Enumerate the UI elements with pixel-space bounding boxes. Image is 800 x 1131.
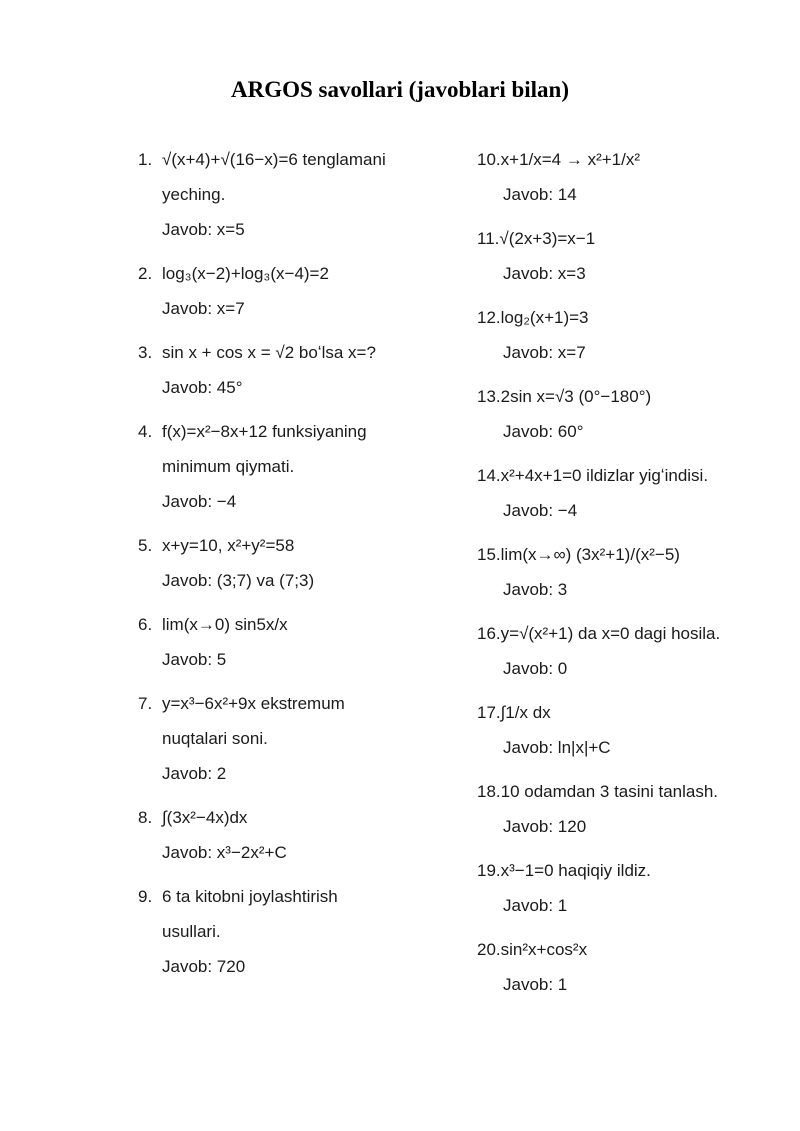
question-body	[162, 686, 345, 791]
question-item-4	[138, 414, 477, 519]
question-line	[477, 379, 797, 414]
question-text: x+y=10, x²+y²=58	[162, 536, 295, 555]
question-item-7	[138, 686, 477, 791]
question-number: 18.	[477, 782, 501, 801]
question-item-10	[477, 142, 797, 212]
question-line	[477, 142, 797, 177]
answer-text: Javob: ln|x|+C	[503, 738, 611, 757]
question-item-16	[477, 616, 797, 686]
question-line	[477, 300, 797, 335]
answer-text: Javob: 0	[503, 659, 568, 678]
question-text: usullari.	[162, 922, 221, 941]
question-text: 2sin x=√3 (0°−180°)	[500, 387, 652, 406]
question-item-1	[138, 142, 477, 247]
question-text: lim(x→∞) (3x²+1)/(x²−5)	[500, 545, 680, 564]
question-text: √(2x+3)=x−1	[499, 229, 596, 248]
question-text: minimum qiymati.	[162, 457, 295, 476]
question-number: 9.	[138, 887, 153, 906]
question-item-5	[138, 528, 477, 598]
question-item-13	[477, 379, 797, 449]
question-number: 13.	[477, 387, 501, 406]
question-number: 7.	[138, 694, 153, 713]
question-text: x³−1=0 haqiqiy ildiz.	[500, 861, 651, 880]
question-line	[477, 458, 797, 493]
document-title: ARGOS savollari (javoblari bilan)	[231, 77, 569, 102]
question-item-18	[477, 774, 797, 844]
question-item-6	[138, 607, 477, 677]
answer-text: Javob: 5	[162, 650, 227, 669]
question-text: sin x + cos x = √2 boʻlsa x=?	[162, 343, 376, 362]
question-body	[162, 256, 329, 326]
question-number: 3.	[138, 343, 153, 362]
question-body	[162, 528, 314, 598]
question-item-20	[477, 932, 797, 1002]
question-text: sin²x+cos²x	[500, 940, 588, 959]
question-number: 6.	[138, 615, 153, 634]
question-number: 1.	[138, 150, 153, 169]
question-item-9	[138, 879, 477, 984]
question-number: 16.	[477, 624, 501, 643]
question-body	[162, 142, 386, 247]
question-item-12	[477, 300, 797, 370]
answer-text: Javob: 45°	[162, 378, 243, 397]
question-line	[477, 221, 797, 256]
question-body	[162, 414, 367, 519]
answer-text: Javob: −4	[503, 501, 578, 520]
question-number: 15.	[477, 545, 501, 564]
question-text: ∫(3x²−4x)dx	[162, 808, 248, 827]
question-line	[477, 853, 797, 888]
question-number: 11.	[477, 229, 500, 248]
left-column	[138, 142, 477, 993]
question-item-2	[138, 256, 477, 326]
question-text: yeching.	[162, 185, 226, 204]
answer-text: Javob: 720	[162, 957, 246, 976]
question-text: √(x+4)+√(16−x)=6 tenglamani	[162, 150, 386, 169]
answer-text: Javob: 2	[162, 764, 227, 783]
answer-text: Javob: x=5	[162, 220, 245, 239]
right-column	[477, 142, 797, 1011]
question-item-11	[477, 221, 797, 291]
question-text: x+1/x=4 → x²+1/x²	[500, 150, 641, 169]
question-line	[477, 695, 797, 730]
question-number: 14.	[477, 466, 501, 485]
question-text: log₃(x−2)+log₃(x−4)=2	[162, 264, 329, 283]
question-number: 5.	[138, 536, 153, 555]
answer-text: Javob: 120	[503, 817, 587, 836]
answer-text: Javob: (3;7) va (7;3)	[162, 571, 315, 590]
question-line	[477, 537, 797, 572]
question-number: 20.	[477, 940, 501, 959]
question-body	[162, 335, 376, 405]
question-item-14	[477, 458, 797, 528]
answer-text: Javob: x=3	[503, 264, 586, 283]
question-item-17	[477, 695, 797, 765]
question-item-8	[138, 800, 477, 870]
answer-text: Javob: 60°	[503, 422, 584, 441]
question-number: 19.	[477, 861, 501, 880]
question-number: 17.	[477, 703, 501, 722]
question-body	[162, 800, 287, 870]
question-columns	[138, 142, 797, 1011]
question-item-15	[477, 537, 797, 607]
question-text: y=√(x²+1) da x=0 dagi hosila.	[500, 624, 721, 643]
question-item-19	[477, 853, 797, 923]
question-number: 2.	[138, 264, 153, 283]
question-text: nuqtalari soni.	[162, 729, 268, 748]
question-text: 6 ta kitobni joylashtirish	[162, 887, 338, 906]
question-line	[477, 774, 797, 809]
question-line	[477, 932, 797, 967]
answer-text: Javob: x=7	[162, 299, 245, 318]
question-text: 10 odamdan 3 tasini tanlash.	[500, 782, 719, 801]
answer-text: Javob: x=7	[503, 343, 586, 362]
question-number: 12.	[477, 308, 501, 327]
answer-text: Javob: 3	[503, 580, 568, 599]
question-text: f(x)=x²−8x+12 funksiyaning	[162, 422, 367, 441]
question-text: x²+4x+1=0 ildizlar yigʻindisi.	[500, 466, 709, 485]
question-line	[477, 616, 797, 651]
question-number: 4.	[138, 422, 153, 441]
answer-text: Javob: −4	[162, 492, 237, 511]
question-number: 8.	[138, 808, 153, 827]
answer-text: Javob: 14	[503, 185, 577, 204]
question-body	[162, 879, 338, 984]
question-body	[162, 607, 288, 677]
answer-text: Javob: x³−2x²+C	[162, 843, 287, 862]
question-number: 10.	[477, 150, 501, 169]
answer-text: Javob: 1	[503, 896, 568, 915]
question-text: lim(x→0) sin5x/x	[162, 615, 288, 634]
question-text: y=x³−6x²+9x ekstremum	[162, 694, 345, 713]
question-text: ∫1/x dx	[500, 703, 551, 722]
question-text: log₂(x+1)=3	[500, 308, 589, 327]
answer-text: Javob: 1	[503, 975, 568, 994]
question-item-3	[138, 335, 477, 405]
